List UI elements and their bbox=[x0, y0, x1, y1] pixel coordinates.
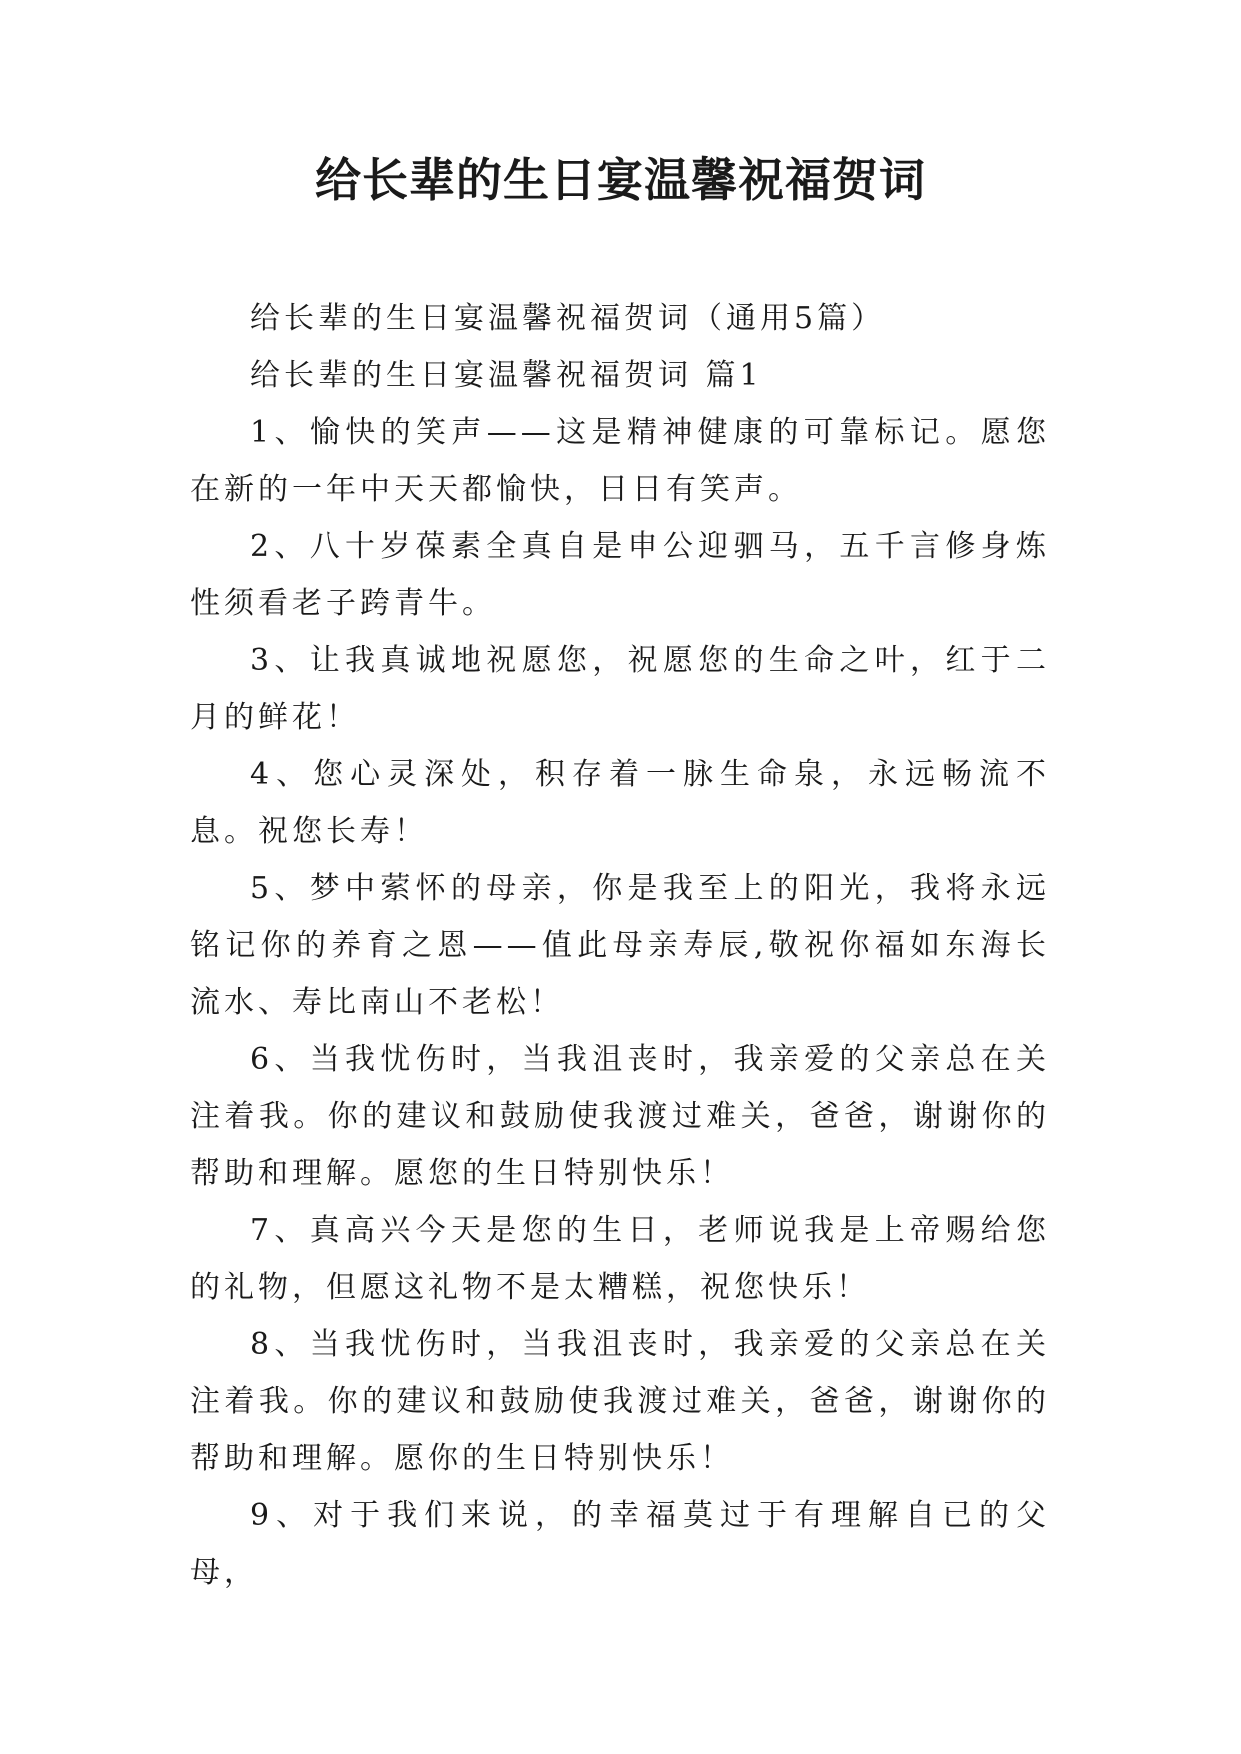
paragraph-heading: 给长辈的生日宴温馨祝福贺词（通用5篇） bbox=[250, 301, 886, 336]
paragraph-section-title: 给长辈的生日宴温馨祝福贺词 篇1 bbox=[250, 358, 763, 393]
paragraph-item-3: 3、让我真诚地祝愿您，祝愿您的生命之叶，红于二月的鲜花！ bbox=[190, 643, 1050, 735]
paragraph-item-1: 1、愉快的笑声——这是精神健康的可靠标记。愿您在新的一年中天天都愉快，日日有笑声。 bbox=[190, 415, 1050, 507]
document-title: 给长辈的生日宴温馨祝福贺词 bbox=[315, 153, 926, 207]
paragraph-item-5: 5、梦中萦怀的母亲，你是我至上的阳光，我将永远铭记你的养育之恩——值此母亲寿辰,敬祝你福如东海长流水、寿比南山不老松！ bbox=[190, 871, 1050, 1020]
paragraph-item-2: 2、八十岁葆素全真自是申公迎驷马，五千言修身炼性须看老子跨青牛。 bbox=[190, 529, 1050, 621]
paragraph-item-6: 6、当我忧伤时，当我沮丧时，我亲爱的父亲总在关注着我。你的建议和鼓励使我渡过难关，爸爸，谢谢你的帮助和理解。愿您的生日特别快乐！ bbox=[190, 1042, 1050, 1191]
paragraph-item-4: 4、您心灵深处，积存着一脉生命泉，永远畅流不息。祝您长寿！ bbox=[190, 757, 1050, 849]
document-body bbox=[190, 290, 1050, 1601]
paragraph-item-7: 7、真高兴今天是您的生日，老师说我是上帝赐给您的礼物，但愿这礼物不是太糟糕，祝您快乐！ bbox=[190, 1213, 1050, 1305]
paragraph-item-8: 8、当我忧伤时，当我沮丧时，我亲爱的父亲总在关注着我。你的建议和鼓励使我渡过难关，爸爸，谢谢你的帮助和理解。愿你的生日特别快乐！ bbox=[190, 1327, 1050, 1476]
paragraph-item-9: 9、对于我们来说，的幸福莫过于有理解自已的父母， bbox=[190, 1498, 1050, 1590]
